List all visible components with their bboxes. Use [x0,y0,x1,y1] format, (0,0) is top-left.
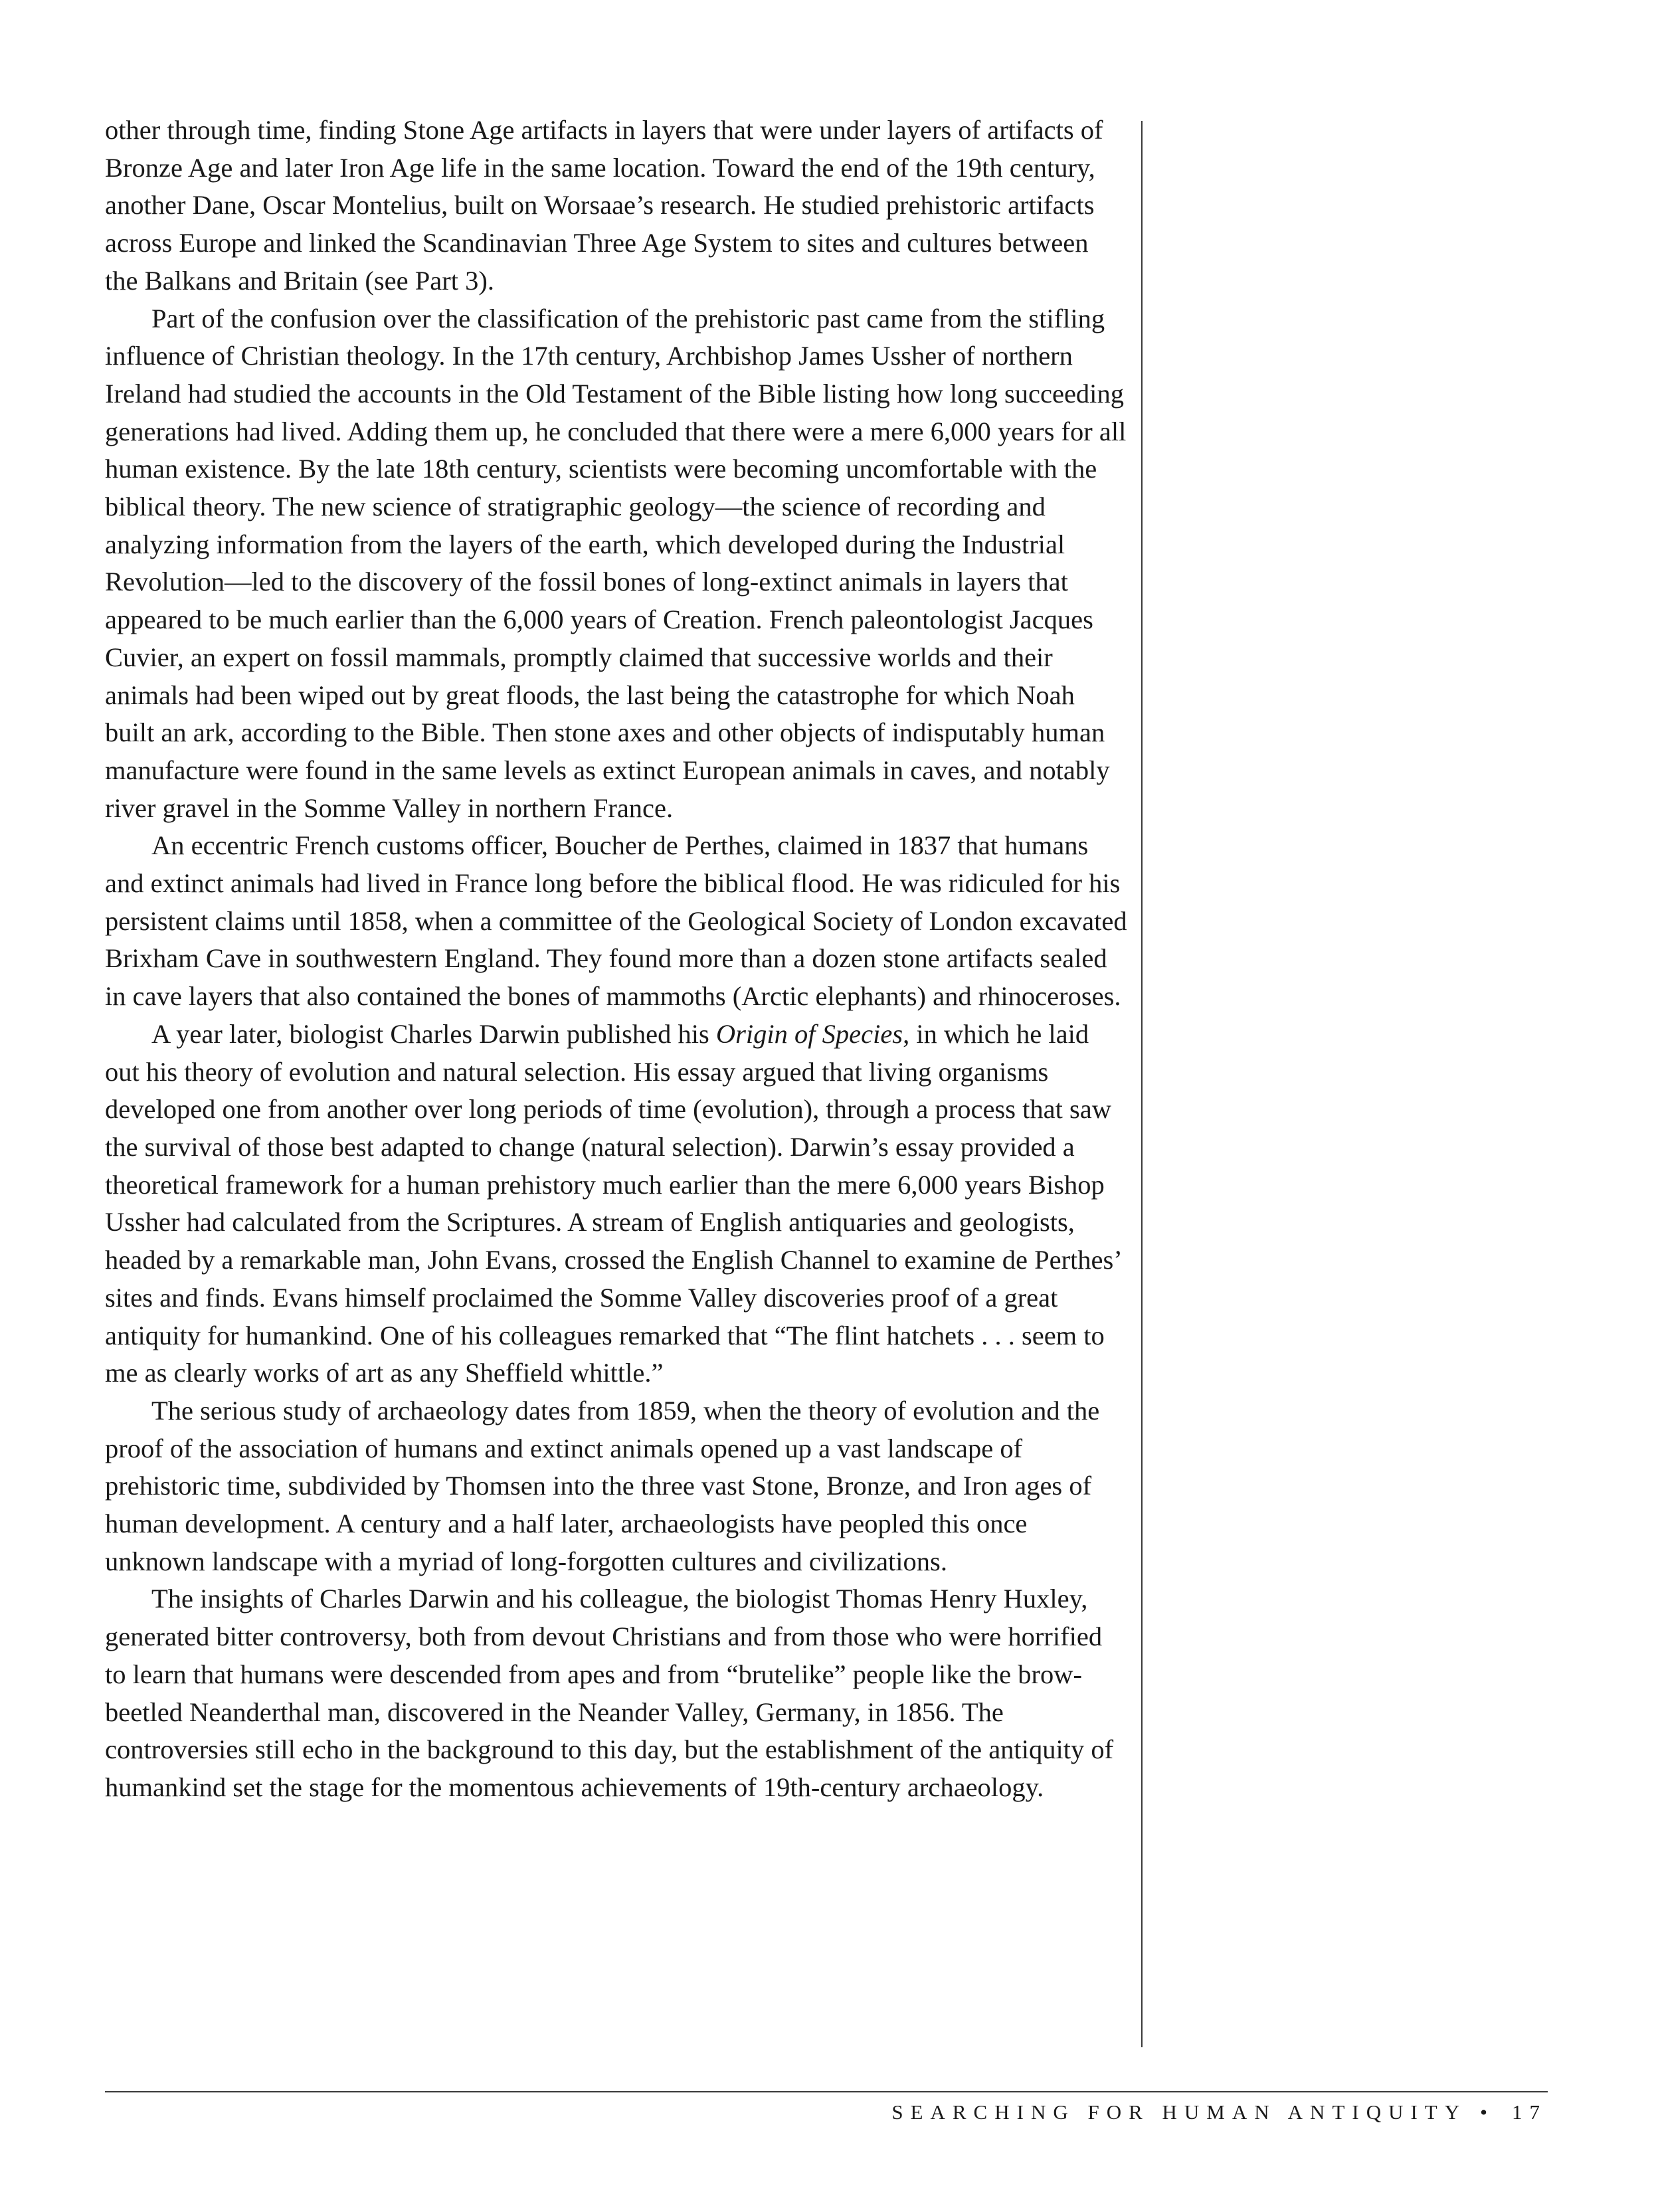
paragraph-4-rest: , in which he laid out his theory of evolution and natural selection. His essay argued that living organisms developed one from another over long periods of time (evolution), through a process that saw the survival of those best adapted to change (natural selection). Darwin’s essay provided a theoretical framework for a human prehistory much earlier than the mere 6,000 years Bishop Ussher had calculated from the Scriptures. A stream of English antiquaries and geologists, headed by a remarkable man, John Evans, crossed the English Channel to examine de Perthes’ sites and finds. Evans himself proclaimed the Somme Valley discoveries proof of a great antiquity for humankind. One of his colleagues remarked that “The flint hatchets . . . seem to me as clearly works of art as any Sheffield whittle.” [105,1018,1121,1388]
body-text-column [105,112,1128,1807]
paragraph-5: The serious study of archaeology dates from 1859, when the theory of evolution and the proof of the association of humans and extinct animals opened up a vast landscape of prehistoric time, subdivided by Thomsen into the three vast Stone, Bronze, and Iron ages of human development. A century and a half later, archaeologists have peopled this once unknown landscape with a myriad of long-forgotten cultures and civilizations. [105,1395,1100,1576]
page-number: 17 [1512,2100,1547,2124]
paragraph-4-start: A year later, biologist Charles Darwin published his [151,1018,716,1049]
paragraph-1: other through time, finding Stone Age artifacts in layers that were under layers of artifacts of Bronze Age and later Iron Age life in the same location. Toward the end of the 19th century, another Dane, Oscar Montelius, built on Worsaae’s research. He studied prehistoric artifacts across Europe and linked the Scandinavian Three Age System to sites and cultures between the Balkans and Britain (see Part 3). [105,115,1103,296]
column-rule [1141,121,1143,2047]
running-footer [891,2100,1547,2124]
footer-rule [105,2091,1548,2092]
paragraph-6: The insights of Charles Darwin and his colleague, the biologist Thomas Henry Huxley, generated bitter controversy, both from devout Christians and from those who were horrified to learn that humans were descended from apes and from “brutelike” people like the brow-beetled Neanderthal man, discovered in the Neander Valley, Germany, in 1856. The controversies still echo in the background to this day, but the establishment of the antiquity of humankind set the stage for the momentous achievements of 19th-century archaeology. [105,1584,1114,1802]
paragraph-4 [105,1016,1128,1392]
paragraph-2: Part of the confusion over the classification of the prehistoric past came from the stifling influence of Christian theology. In the 17th century, Archbishop James Ussher of northern Ireland had studied the accounts in the Old Testament of the Bible listing how long succeeding generations had lived. Adding them up, he concluded that there were a mere 6,000 years for all human existence. By the late 18th century, scientists were becoming uncomfortable with the biblical theory. The new science of stratigraphic geology—the science of recording and analyzing information from the layers of the earth, which developed during the Industrial Revolution—led to the discovery of the fossil bones of long-extinct animals in layers that appeared to be much earlier than the 6,000 years of Creation. French paleontologist Jacques Cuvier, an expert on fossil mammals, promptly claimed that successive worlds and their animals had been wiped out by great floods, the last being the catastrophe for which Noah built an ark, according to the Bible. Then stone axes and other objects of indisputably human manufacture were found in the same levels as extinct European animals in caves, and notably river gravel in the Somme Valley in northern France. [105,303,1127,823]
paragraph-3: An eccentric French customs officer, Boucher de Perthes, claimed in 1837 that humans and extinct animals had lived in France long before the biblical flood. He was ridiculed for his persistent claims until 1858, when a committee of the Geological Society of London excavated Brixham Cave in southwestern England. They found more than a dozen stone artifacts sealed in cave layers that also contained the bones of mammoths (Arctic elephants) and rhinoceroses. [105,830,1127,1012]
running-head: SEARCHING FOR HUMAN ANTIQUITY [891,2100,1467,2124]
book-title: Origin of Species [715,1018,903,1049]
footer-separator: • [1480,2100,1495,2124]
